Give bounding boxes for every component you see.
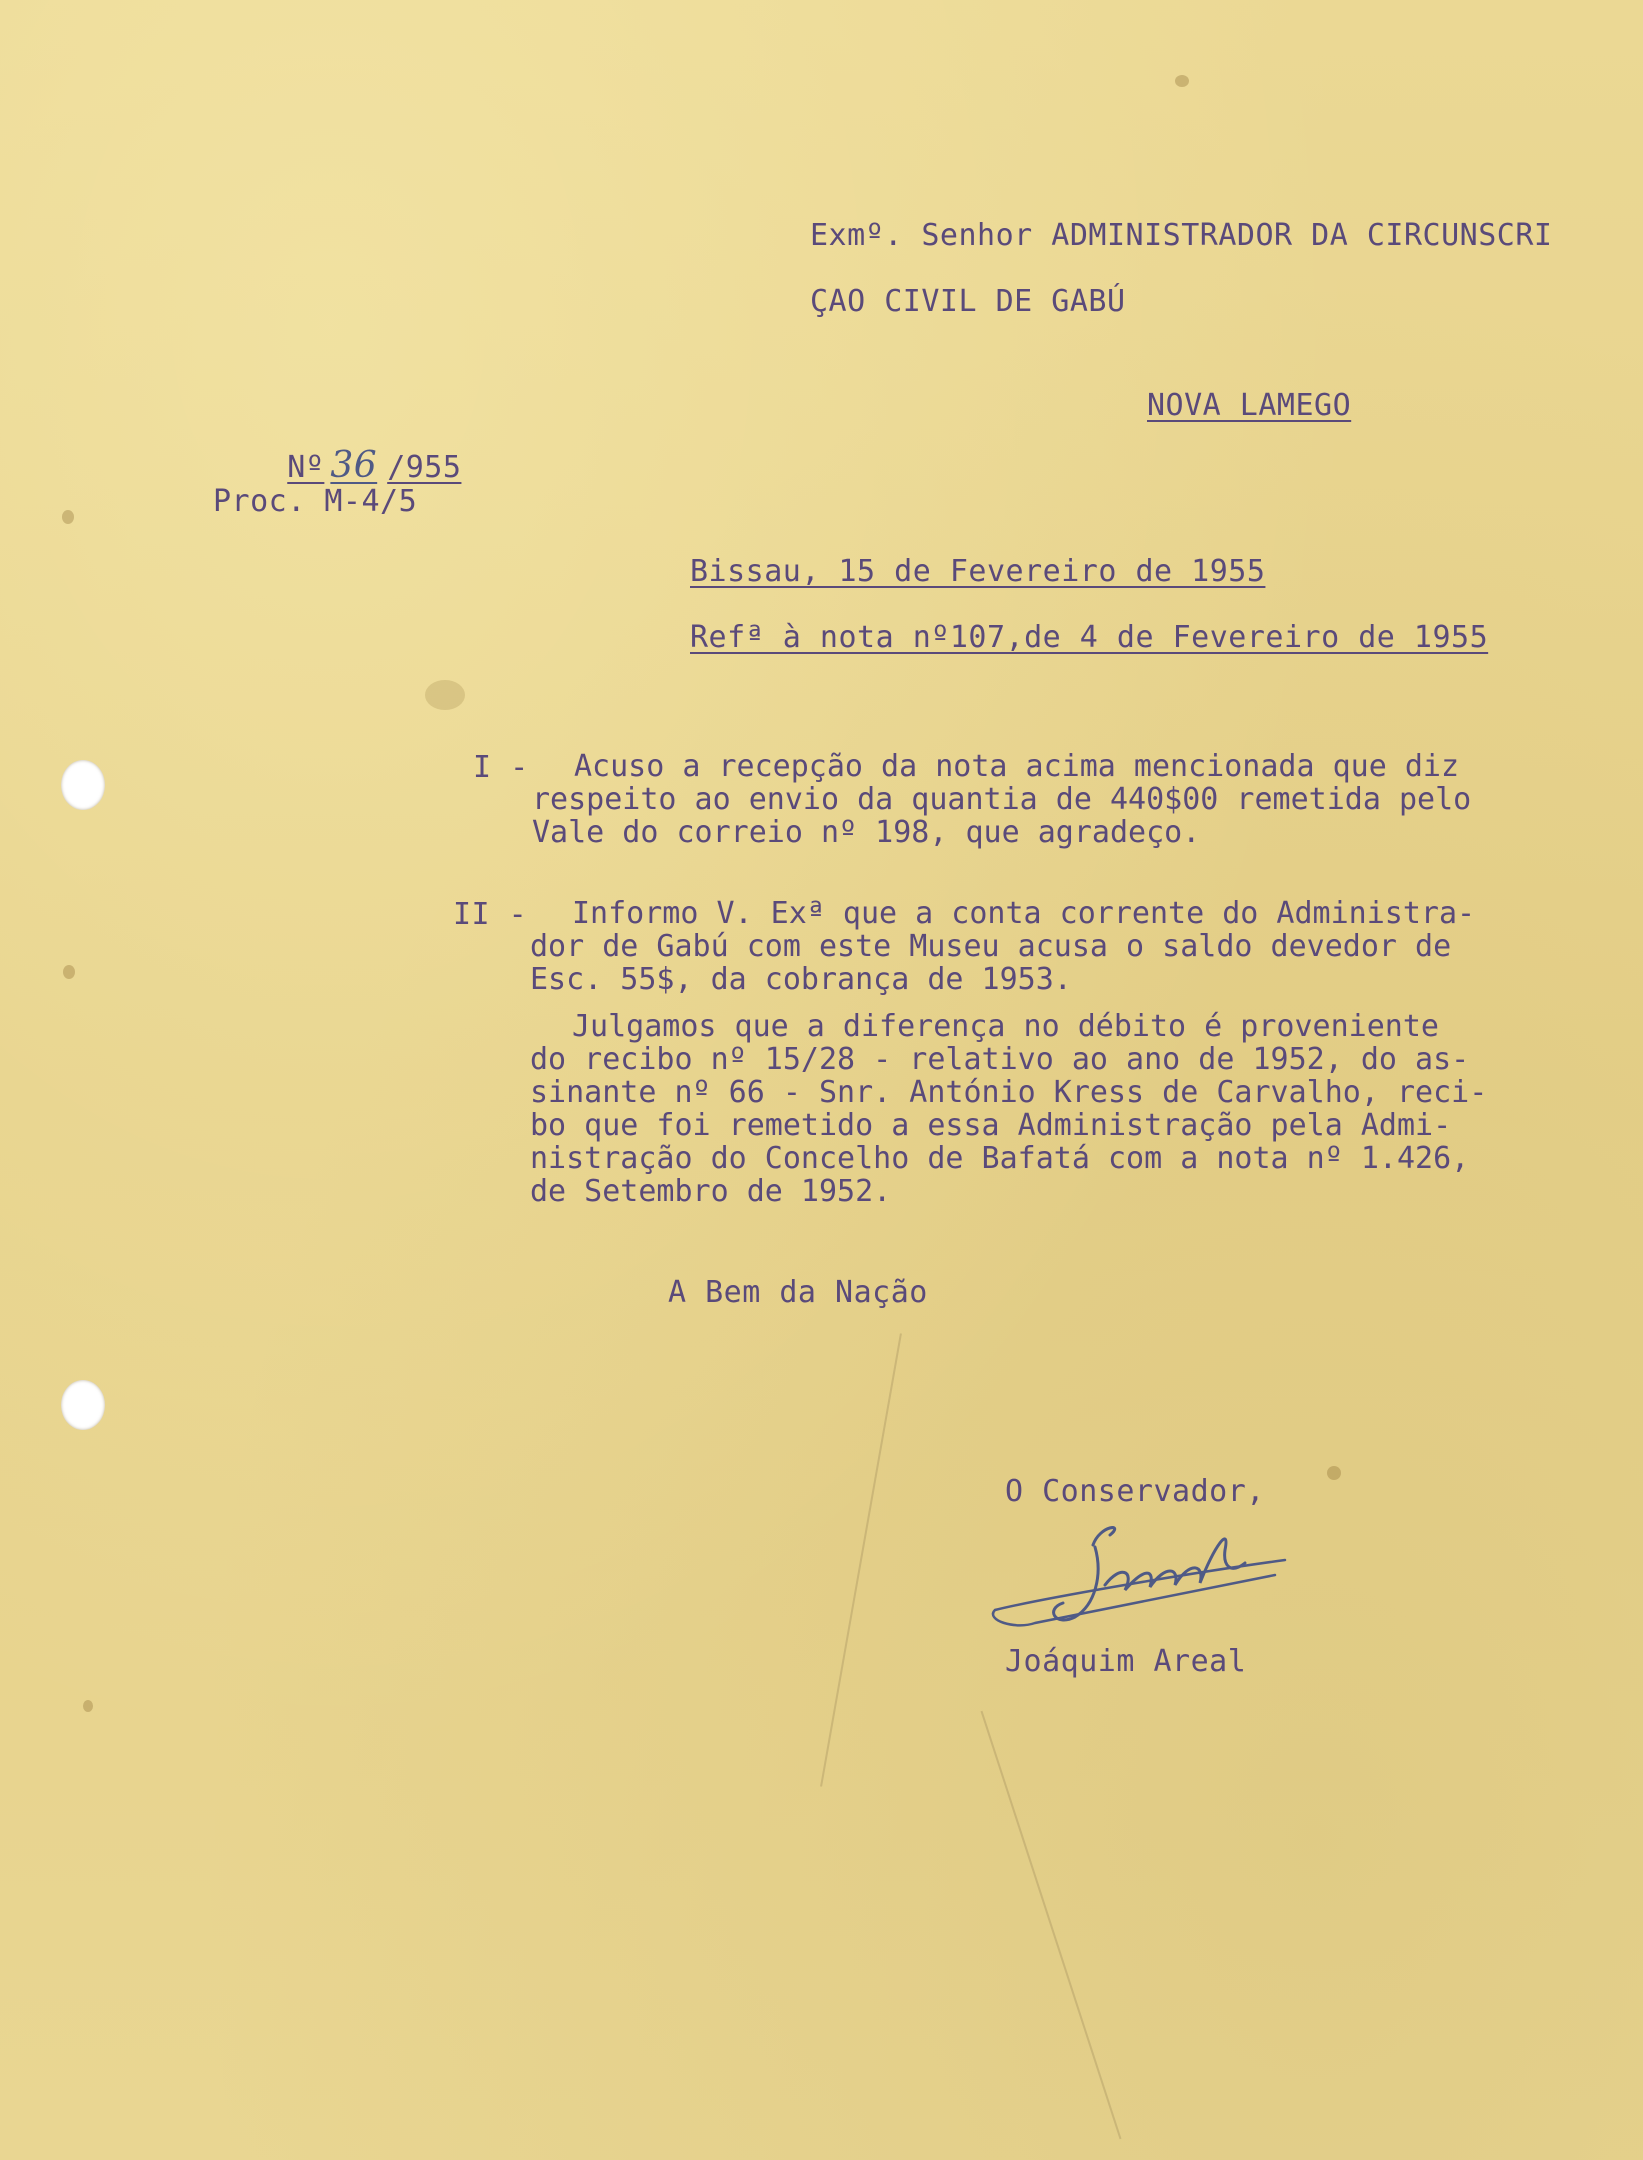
signature-stroke: [1054, 1528, 1245, 1620]
paragraph-3-line: nistração do Concelho de Bafatá com a nota nº 1.426,: [530, 1141, 1470, 1176]
note-reference: Refª à nota nº107,de 4 de Fevereiro de 1955: [690, 620, 1489, 655]
stain: [63, 965, 75, 979]
addressee-location: NOVA LAMEGO: [1147, 388, 1352, 423]
paragraph-1-line: Vale do correio nº 198, que agradeço.: [532, 815, 1201, 850]
punch-hole-bottom: [61, 1380, 105, 1430]
stain: [1327, 1466, 1341, 1480]
date-line: Bissau, 15 de Fevereiro de 1955: [690, 554, 1266, 589]
paragraph-1-marker: I -: [473, 750, 529, 785]
paragraph-3: [530, 1010, 1487, 1208]
signatory-name: Joáquim Areal: [1005, 1644, 1247, 1679]
signature: [975, 1505, 1305, 1645]
paragraph-2: [530, 897, 1475, 996]
process-reference: Proc. M-4/5: [213, 484, 418, 519]
stain: [1175, 75, 1189, 87]
paragraph-2-line: Esc. 55$, da cobrança de 1953.: [530, 962, 1072, 997]
stain: [62, 510, 74, 524]
paragraph-2-line: dor de Gabú com este Museu acusa o saldo devedor de: [530, 929, 1452, 964]
paragraph-2-line: Informo V. Exª que a conta corrente do Administra-: [572, 896, 1476, 931]
paragraph-2-marker: II -: [453, 897, 528, 932]
paragraph-1: [532, 750, 1471, 849]
handwritten-number: 36: [330, 445, 378, 486]
paragraph-3-line: Julgamos que a diferença no débito é proveniente: [572, 1009, 1439, 1044]
paragraph-1-line: respeito ao envio da quantia de 440$00 remetida pelo: [532, 782, 1472, 817]
signature-flourish: [993, 1560, 1285, 1625]
paragraph-3-line: bo que foi remetido a essa Administração pela Admi-: [530, 1108, 1452, 1143]
addressee-line-1: Exmº. Senhor ADMINISTRADOR DA CIRCUNSCRI: [810, 218, 1553, 253]
stain: [83, 1700, 93, 1712]
paragraph-3-line: do recibo nº 15/28 - relativo ao ano de 1952, do as-: [530, 1042, 1470, 1077]
paragraph-3-line: sinante nº 66 - Snr. António Kress de Carvalho, reci-: [530, 1075, 1488, 1110]
paragraph-3-line: de Setembro de 1952.: [530, 1174, 892, 1209]
paper-crease: [981, 1711, 1122, 2140]
addressee-line-2: ÇAO CIVIL DE GABÚ: [810, 284, 1126, 319]
paragraph-1-line: Acuso a recepção da nota acima mencionada que diz: [574, 749, 1460, 784]
salutation: A Bem da Nação: [668, 1275, 928, 1310]
number-year: /955: [387, 450, 462, 485]
punch-hole-top: [61, 760, 105, 810]
stain: [425, 680, 465, 710]
signatory-role: O Conservador,: [1005, 1474, 1265, 1509]
number-prefix: Nº: [287, 450, 325, 485]
paper-crease: [820, 1333, 902, 1786]
